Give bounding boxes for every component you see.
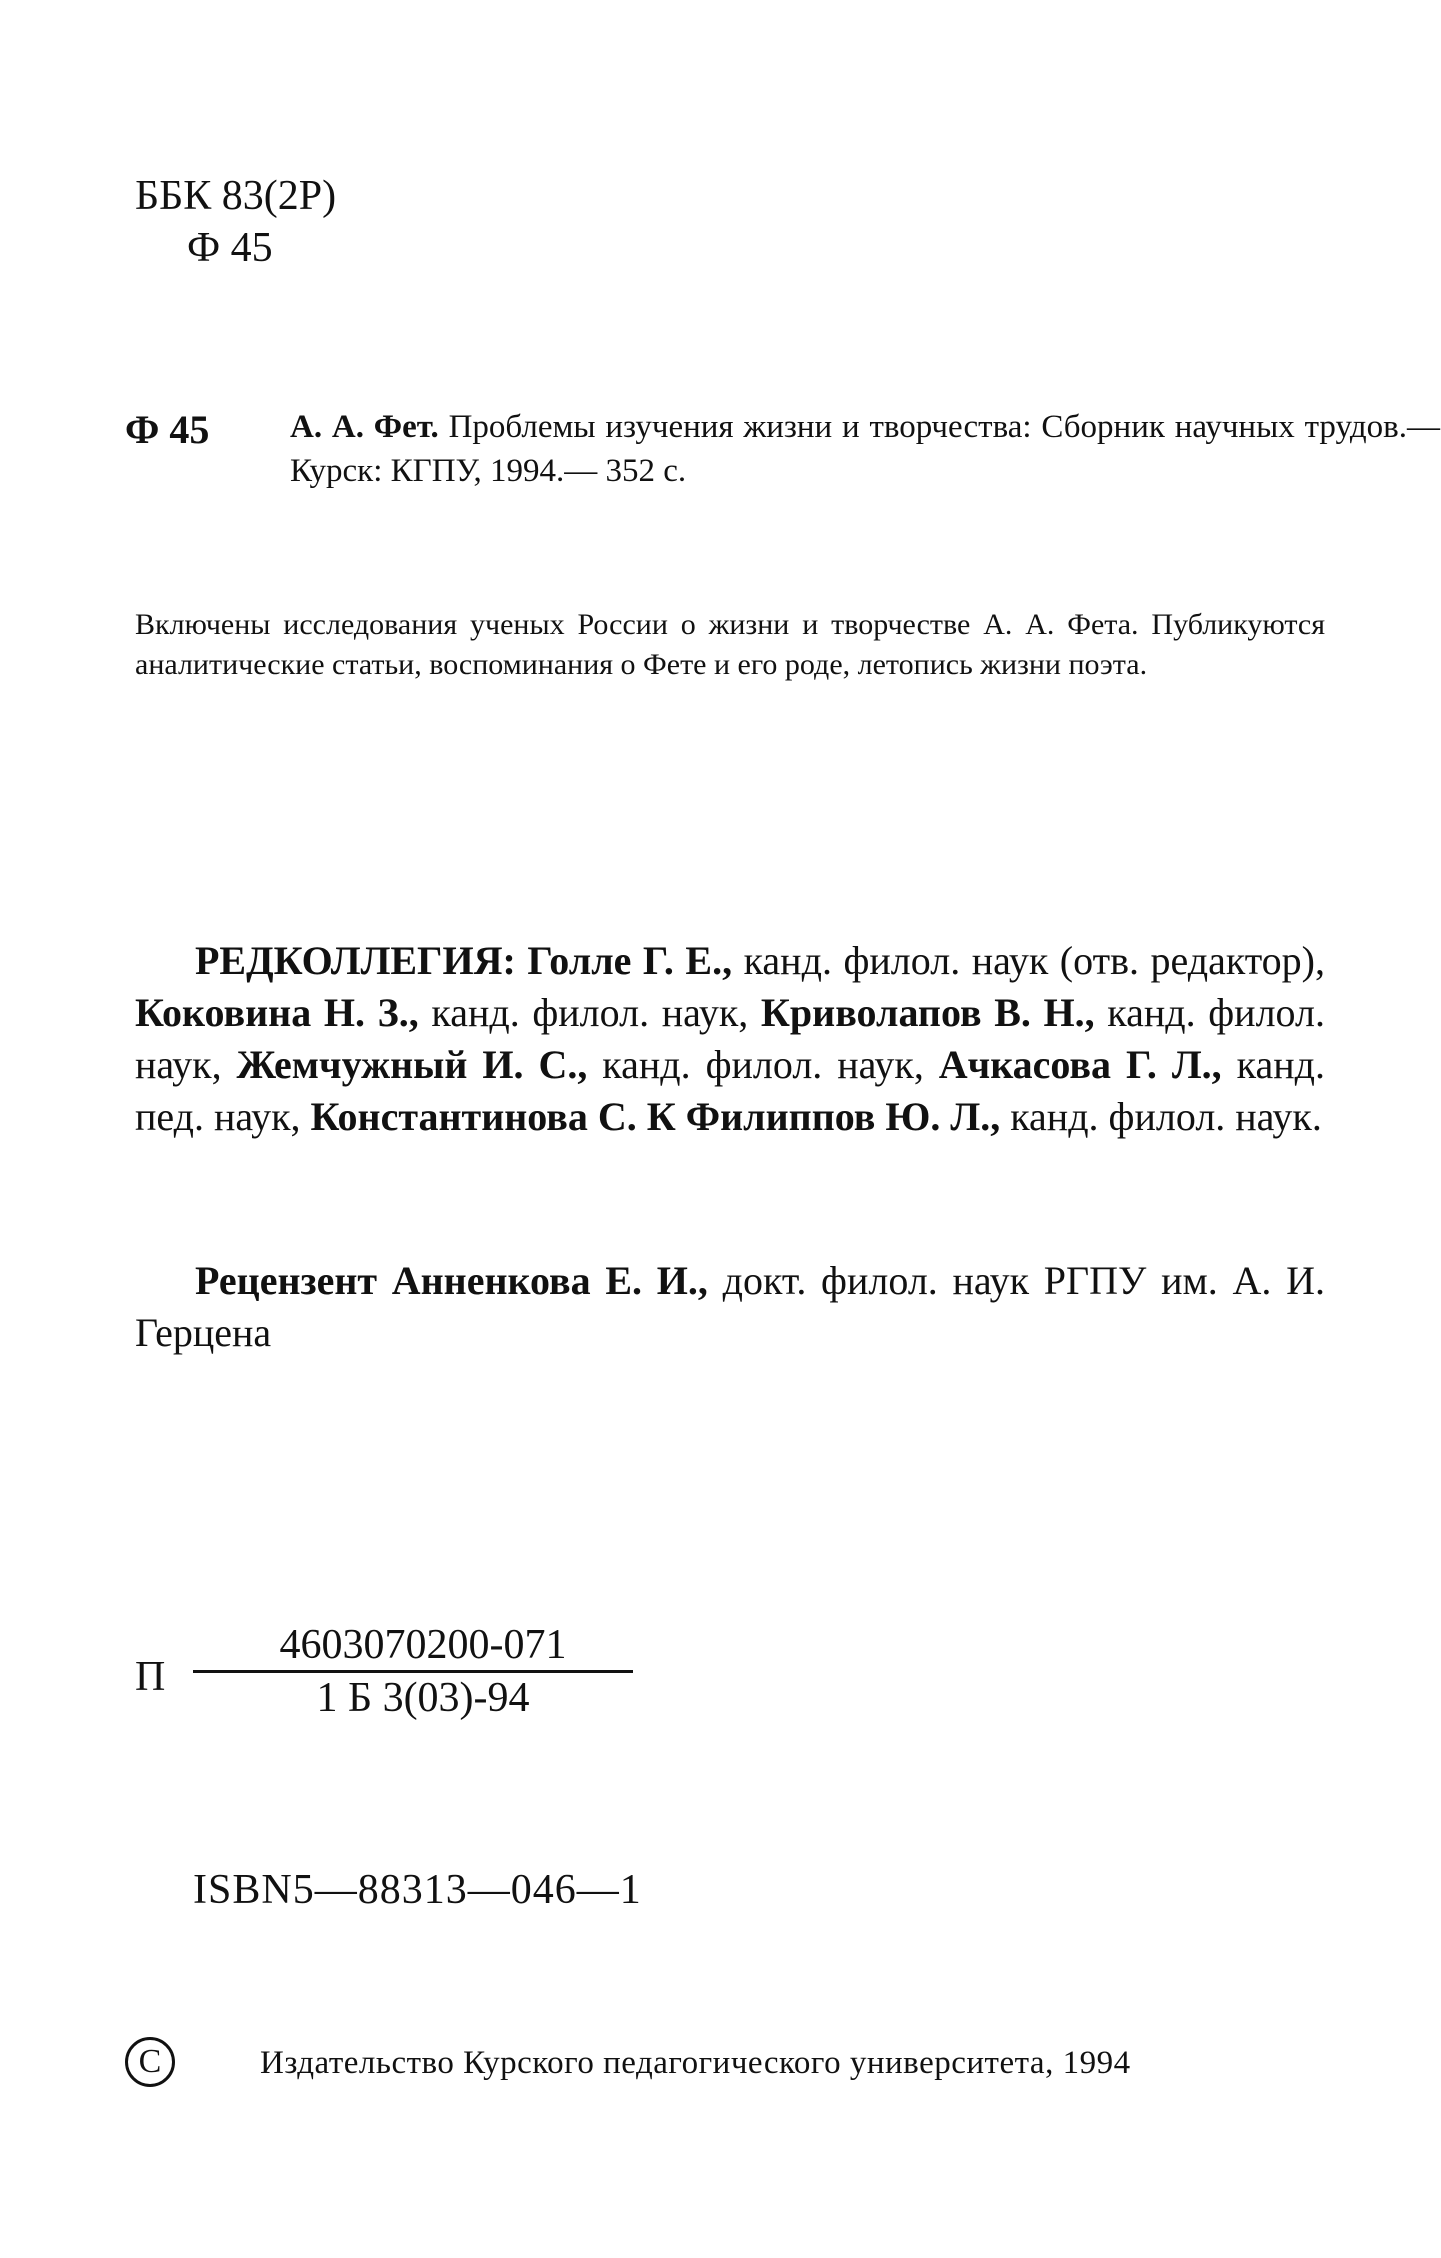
reviewer-name: Анненкова Е. И., [391, 1258, 708, 1303]
board-member-name: Ачкасова Г. Л., [938, 1042, 1222, 1087]
board-member-degree [676, 1094, 686, 1139]
board-member-name: Голле Г. Е., [527, 938, 733, 983]
publication-code-numerator: 4603070200-071 [279, 1622, 567, 1668]
catalog-description: Проблемы изучения жизни и творчества: Сборник научных трудов.— Курск: КГПУ, 1994.— 352 с. [290, 409, 1440, 489]
catalog-description-block [290, 405, 1440, 493]
copyright-icon: C [125, 2037, 175, 2087]
board-member-degree: канд. филол. наук, [135, 990, 1325, 1087]
isbn: ISBN5—88313—046—1 [193, 1867, 642, 1913]
board-member-degree: канд. филол. наук, [418, 990, 761, 1035]
board-member-name: Коковина Н. З., [135, 990, 419, 1035]
board-member-name: Жемчужный И. С., [236, 1042, 588, 1087]
reviewer-details: докт. филол. наук РГПУ им. А. И. Герцена [135, 1258, 1325, 1355]
publication-code-fraction [193, 1620, 693, 1723]
catalog-author: А. А. Фет. [290, 409, 439, 445]
abstract: Включены исследования ученых России о жизни и творчестве А. А. Фета. Публикуются аналитические статьи, воспоминания о Фете и его роде, летопись жизни поэта. [135, 608, 1325, 681]
board-member-name: Филиппов Ю. Л., [685, 1094, 1001, 1139]
board-member-degree: канд. филол. наук. [1000, 1094, 1322, 1139]
board-member-name: Константинова С. К [310, 1094, 676, 1139]
board-heading: РЕДКОЛЛЕГИЯ: [195, 938, 516, 983]
bbk-line-1: ББК 83(2Р) [135, 173, 337, 219]
reviewer [135, 1255, 1325, 1359]
board-member-name: Криволапов В. Н., [760, 990, 1095, 1035]
editorial-board [135, 935, 1325, 1143]
bbk-line-2: Ф 45 [187, 225, 273, 271]
bbk-classification [135, 170, 336, 274]
catalog-code: Ф 45 [125, 407, 210, 452]
board-member-degree: канд. филол. наук (отв. редактор), [732, 938, 1325, 983]
board-member-degree: канд. пед. наук, [135, 1042, 1325, 1139]
copyright-line [125, 2037, 1325, 2093]
publication-code-letter: П [135, 1654, 166, 1700]
publication-code-denominator: 1 Б 3(03)-94 [316, 1675, 530, 1721]
copyright-text: Издательство Курского педагогического университета, 1994 [260, 2045, 1131, 2081]
reviewer-label: Рецензент [195, 1258, 378, 1303]
board-member-degree: канд. филол. наук, [587, 1042, 939, 1087]
